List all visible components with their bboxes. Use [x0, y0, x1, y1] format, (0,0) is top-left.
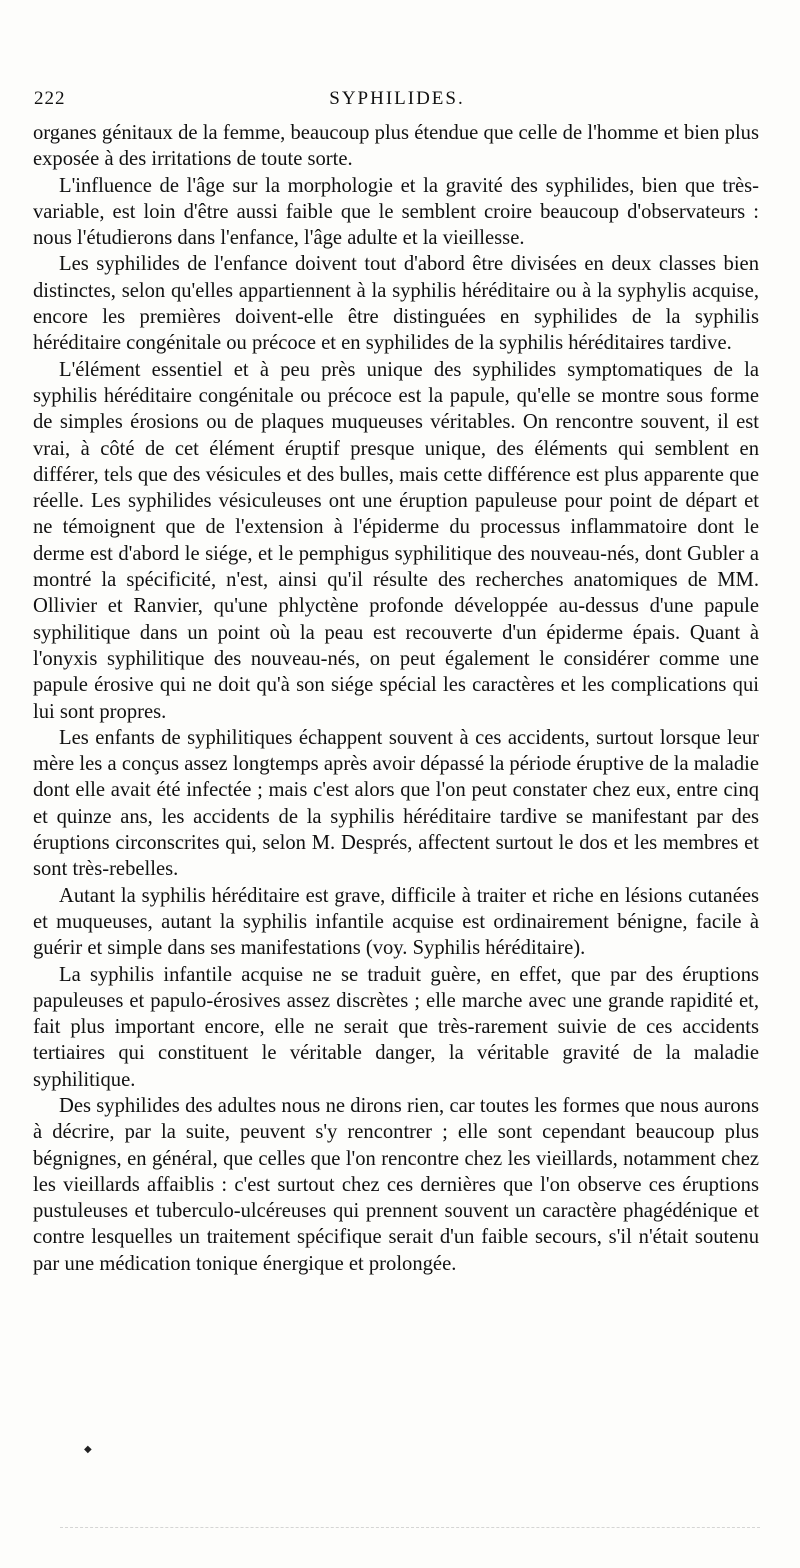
paragraph: Des syphilides des adultes nous ne dirons rien, car toutes les formes que nous aurons à décrire, par la suite, peuvent s'y rencontrer ; elle sont cependant beaucoup plus bégnignes, en général, que celles que l'on rencontre chez les vieillards, notamment chez les vieillards affaiblis : c'est surtout chez ces dernières que l'on observe ces éruptions pustuleuses et tuberculo-ulcéreuses qui prennent souvent un caractère phagédénique et contre lesquelles un traitement spécifique serait d'un faible secours, s'il n'était soutenu par une médication tonique énergique et prolongée. [33, 1094, 759, 1275]
body-text [33, 120, 759, 1277]
paragraph: L'élément essentiel et à peu près unique des syphilides symptomatiques de la syphilis héréditaire congénitale ou précoce est la papule, qu'elle se montre sous forme de simples érosions ou de plaques muqueuses véritables. On rencontre souvent, il est vrai, à côté de cet élément éruptif presque unique, des éléments qui semblent en différer, tels que des vésicules et des bulles, mais cette différence est plus apparente que réelle. Les syphilides vésiculeuses ont une éruption papuleuse pour point de départ et ne témoignent que de l'extension à l'épiderme du processus inflammatoire dont le derme est d'abord le siége, et le pemphigus syphilitique des nouveau-nés, dont Gubler a montré la spécificité, n'est, ainsi qu'il résulte des recherches anatomiques de MM. Ollivier et Ranvier, qu'une phlyctène profonde développée au-dessus d'une papule syphilitique dans un point où la peau est recouverte d'un épiderme épais. Quant à l'onyxis syphilitique des nouveau-nés, on peut également le considérer comme une papule érosive qui ne doit qu'à son siége spécial les caractères et les complications qui lui sont propres. [33, 358, 759, 723]
running-title: SYPHILIDES. [329, 88, 465, 109]
paragraph: organes génitaux de la femme, beaucoup plus étendue que celle de l'homme et bien plus exposée à des irritations de toute sorte. [33, 122, 759, 171]
paragraph: La syphilis infantile acquise ne se traduit guère, en effet, que par des éruptions papuleuses et papulo-érosives assez discrètes ; elle marche avec une grande rapidité et, fait plus important encore, elle ne serait que très-rarement suivie de ces accidents tertiaires qui constituent le véritable danger, la véritable gravité de la maladie syphilitique. [33, 963, 759, 1091]
stray-mark: ◆ [84, 1444, 92, 1455]
page-number: 222 [34, 88, 66, 109]
bottom-margin-rule [60, 1527, 760, 1532]
page-header [34, 88, 760, 114]
paragraph: Autant la syphilis héréditaire est grave, difficile à traiter et riche en lésions cutanées et muqueuses, autant la syphilis infantile acquise est ordinairement bénigne, facile à guérir et simple dans ses manifestations (voy. Syphilis héréditaire). [33, 884, 759, 960]
paragraph: Les syphilides de l'enfance doivent tout d'abord être divisées en deux classes bien distinctes, selon qu'elles appartiennent à la syphilis héréditaire ou à la syphylis acquise, encore les premières doivent-elle être distinguées en syphilides de la syphilis héréditaire congénitale ou précoce et en syphilides de la syphilis héréditaires tardive. [33, 253, 759, 355]
paragraph: Les enfants de syphilitiques échappent souvent à ces accidents, surtout lorsque leur mère les a conçus assez longtemps après avoir dépassé la période éruptive de la maladie dont elle avait été infectée ; mais c'est alors que l'on peut constater chez eux, entre cinq et quinze ans, les accidents de la syphilis héréditaire tardive se manifestant par des éruptions circonscrites qui, selon M. Després, affectent surtout le dos et les membres et sont très-rebelles. [33, 726, 759, 881]
paragraph: L'influence de l'âge sur la morphologie et la gravité des syphilides, bien que très-variable, est loin d'être aussi faible que le semblent croire beaucoup d'observateurs : nous l'étudierons dans l'enfance, l'âge adulte et la vieillesse. [33, 174, 759, 250]
